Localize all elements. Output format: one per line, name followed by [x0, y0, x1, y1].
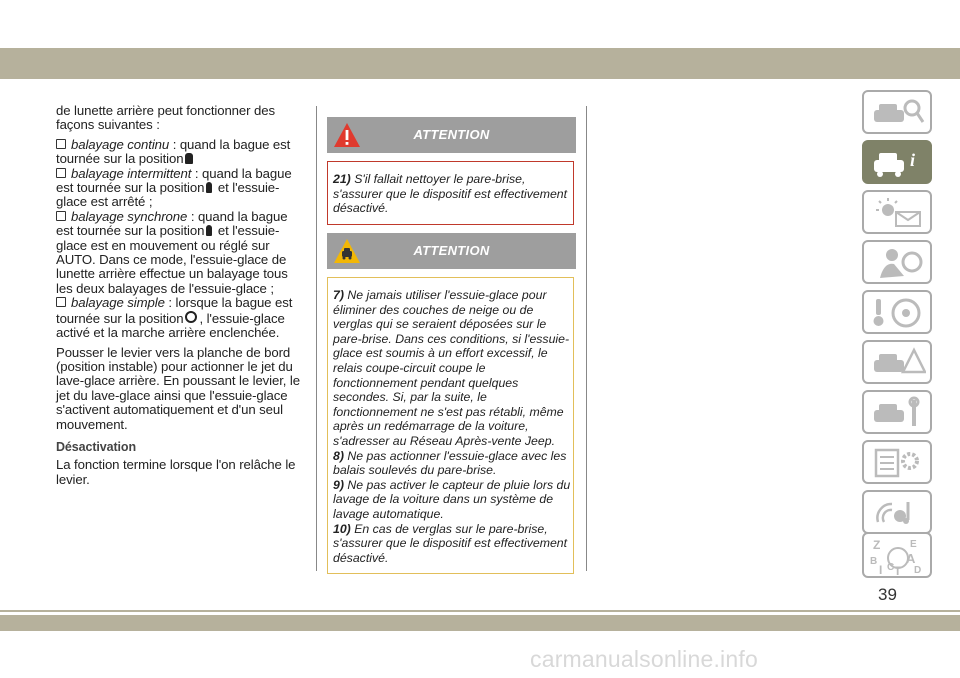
- warning-title: ATTENTION: [413, 243, 490, 258]
- multimedia-icon: [870, 496, 926, 530]
- top-band: [0, 48, 960, 79]
- index-letter: C: [887, 562, 895, 573]
- note-entry: [333, 288, 572, 449]
- item-text: : quand la bague est tournée sur la position: [56, 136, 291, 167]
- airbag-person-icon: [870, 246, 926, 280]
- section-heading: Désactivation: [56, 439, 136, 454]
- paragraph: La fonction termine lorsque l'on relâche le levier.: [56, 457, 296, 487]
- wiper-position-icon: [185, 153, 193, 164]
- index-letter: T: [894, 564, 902, 576]
- warning-box: [327, 277, 574, 574]
- checkbox-bullet-icon: [56, 168, 66, 178]
- checkbox-bullet-icon: [56, 211, 66, 221]
- item-text: : quand la bague est tournée sur la position: [56, 208, 288, 239]
- main-text-column: [56, 104, 306, 492]
- note-number: 8): [333, 448, 344, 463]
- watermark: carmanualsonline.info: [530, 646, 758, 672]
- note-text: S'il fallait nettoyer le pare-brise, s'assurer que le dispositif est effectivement désactivé.: [333, 172, 568, 216]
- car-info-icon: [870, 146, 926, 180]
- item-text: : lorsque la bague est tournée sur la position: [56, 295, 293, 326]
- chapter-tab-index[interactable]: [862, 532, 932, 578]
- note-number: 7): [333, 288, 344, 302]
- note-text: En cas de verglas sur le pare-brise, s'assurer que le dispositif est effectivement désactivé.: [333, 521, 568, 565]
- index-letters-icon: [870, 538, 926, 576]
- checkbox-bullet-icon: [56, 139, 66, 149]
- warning-box: [327, 161, 574, 225]
- index-letter: A: [906, 551, 916, 566]
- car-emergency-icon: [870, 346, 926, 380]
- bottom-band: [0, 615, 960, 631]
- list-item: [56, 138, 306, 167]
- chapter-tab-car-search[interactable]: [862, 90, 932, 134]
- key-steering-wheel-icon: [870, 296, 926, 330]
- note-number: 10): [333, 521, 351, 536]
- page-number: 39: [878, 585, 897, 604]
- warning-lights-mail-icon: [870, 196, 926, 230]
- note-text: Ne jamais utiliser l'essuie-glace pour éliminer des couches de neige ou de verglas qui se seraient déposées sur le pare-brise. Dans ces conditions, si l'essuie-glace est soumis à un effort excessif, le relais coupe-circuit coupe le fonctionnement pendant quelques secondes. Si, par la suite, le fonctionnement ne s'est pas rétabli, même après un redémarrage de la voiture, s'adresser au Réseau Après-vente Jeep.: [333, 288, 570, 448]
- chapter-tab-emergency[interactable]: [862, 340, 932, 384]
- bottom-rule: [0, 610, 960, 612]
- item-text-cont: et l'essuie-glace est arrêté ;: [56, 180, 280, 210]
- item-term: balayage synchrone: [71, 208, 188, 224]
- car-wrench-icon: [870, 396, 926, 430]
- chapter-tab-multimedia[interactable]: [862, 490, 932, 534]
- wiper-position-icon: [206, 225, 212, 236]
- column-divider: [316, 106, 317, 571]
- chapter-tab-technical-specs[interactable]: [862, 440, 932, 484]
- checkbox-bullet-icon: [56, 297, 66, 307]
- index-letter: E: [910, 539, 917, 550]
- index-letter: Z: [873, 538, 881, 552]
- index-letter: D: [914, 565, 922, 576]
- item-term: balayage intermittent: [71, 165, 192, 181]
- item-term: balayage simple: [71, 295, 165, 311]
- index-letter: B: [870, 556, 878, 567]
- item-text-cont: et l'essuie-glace est en mouvement ou réglé sur AUTO. Dans ce mode, l'essuie-glace de lunette arrière effectue un balayage tous les deux balayages de l'essuie-glace ;: [56, 223, 288, 296]
- chapter-tab-safety[interactable]: [862, 240, 932, 284]
- warning-header: [327, 233, 576, 269]
- item-term: balayage continu: [71, 136, 170, 152]
- column-divider: [586, 106, 587, 571]
- list-item: [56, 167, 306, 210]
- note-entry: [333, 478, 572, 522]
- svg-text:i: i: [910, 150, 916, 170]
- note-number: 21): [333, 172, 351, 186]
- paragraph: Pousser le levier vers la planche de bord (position instable) pour actionner le jet du lave-glace arrière. En poussant le levier, le jet du lave-glace ainsi que l'essuie-glace s'activent automatiquement et d'un seul mouvement.: [56, 344, 300, 432]
- chapter-tab-car-info[interactable]: [862, 140, 932, 184]
- specs-gear-icon: [870, 446, 926, 480]
- car-search-icon: [870, 96, 926, 130]
- note-text: Ne pas activer le capteur de pluie lors du lavage de la voiture dans un système de lavage automatique.: [333, 477, 571, 521]
- chapter-tab-starting-driving[interactable]: [862, 290, 932, 334]
- chapter-tab-warning-lights[interactable]: [862, 190, 932, 234]
- note-text: Ne pas actionner l'essuie-glace avec les balais soulevés du pare-brise.: [333, 448, 567, 478]
- warning-title: ATTENTION: [413, 127, 490, 142]
- index-letter: I: [879, 563, 883, 576]
- item-text: : quand la bague est tournée sur la position: [56, 165, 292, 196]
- note-entry: [333, 522, 572, 566]
- chapter-tab-servicing[interactable]: [862, 390, 932, 434]
- warning-header: [327, 117, 576, 153]
- list-item: [56, 296, 306, 340]
- list-item: [56, 210, 306, 296]
- note-entry: [333, 449, 572, 478]
- wiper-position-icon: [206, 182, 212, 193]
- item-text-cont: , l'essuie-glace activé et la marche arrière enclenchée.: [56, 310, 285, 341]
- wiper-position-ring-icon: [185, 311, 197, 323]
- intro-text: de lunette arrière peut fonctionner des façons suivantes :: [56, 103, 275, 133]
- note-number: 9): [333, 477, 344, 492]
